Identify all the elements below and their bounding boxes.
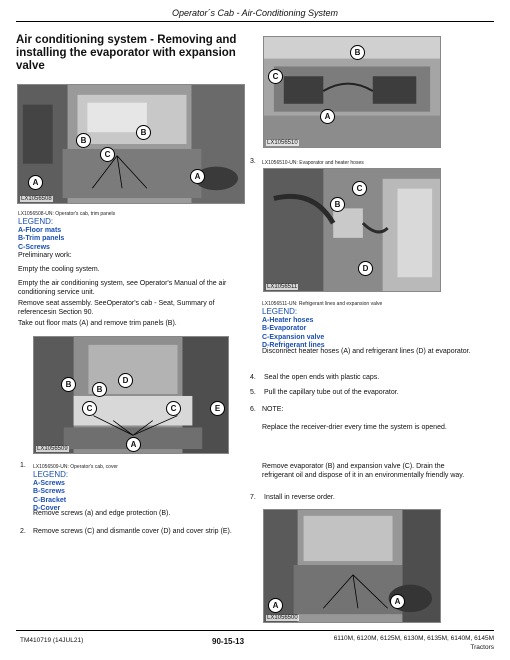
figure-caption: LX1056510-UN: Evaporator and heater hoses: [262, 160, 364, 166]
callout-b: B: [76, 133, 91, 148]
legend-item: D-Cover: [33, 505, 61, 512]
legend-item: D-Refrigerant lines: [262, 342, 325, 349]
callout-c: C: [268, 69, 283, 84]
paragraph: Remove evaporator (B) and expansion valve (C). Drain the refrigerant oil and dispose of it in an environmentally friendly way.: [262, 463, 465, 479]
step-text: Pull the capillary tube out of the evaporator.: [264, 389, 399, 396]
step-number: 2.: [20, 528, 26, 535]
legend-item: C-Screws: [18, 243, 50, 251]
step-number: 4.: [250, 374, 256, 381]
figure-cab-cover: [33, 336, 229, 454]
legend-item: C-Expansion valve: [262, 333, 325, 341]
step-number: 3.: [250, 158, 256, 165]
callout-b: B: [350, 45, 365, 60]
figure-id: LX1056500: [267, 615, 298, 621]
figure-evaporator-heater-hoses: [263, 36, 441, 148]
section-title: Air conditioning system - Removing and installing the evaporator with expansion valve: [16, 34, 237, 72]
legend-item: C-Bracket: [33, 496, 67, 504]
step-number: 5.: [250, 389, 256, 396]
callout-d: D: [358, 261, 373, 276]
figure-cab-trim-panels: [17, 84, 245, 204]
figure-id: LX1056511: [267, 284, 298, 290]
legend-title: LEGEND:: [33, 470, 69, 479]
callout-a: A: [126, 437, 141, 452]
callout-a: A: [268, 598, 283, 613]
footer-models: [314, 634, 494, 652]
legend-item: A-Heater hoses: [262, 316, 314, 324]
callout-a: A: [390, 594, 405, 609]
legend-item: B-Trim panels: [18, 235, 65, 242]
callout-e: E: [210, 401, 225, 416]
figure-caption: LX1056508-UN: Operator's cab, trim panels: [18, 211, 116, 217]
figure-cab-cover-image: [34, 337, 228, 453]
callout-b: B: [136, 125, 151, 140]
paragraph: Empty the air conditioning system, see Operator's Manual of the air conditioning service unit.: [18, 280, 227, 296]
legend-title: LEGEND:: [18, 217, 54, 226]
figure-id: LX1056509: [37, 446, 68, 452]
callout-a: A: [190, 169, 205, 184]
callout-c: C: [82, 401, 97, 416]
step-number: 6.: [250, 406, 256, 413]
footer-rule: [16, 630, 494, 631]
legend-item: B-Screws: [33, 488, 65, 495]
callout-c: C: [166, 401, 181, 416]
paragraph: Take out floor mats (A) and remove trim panels (B).: [18, 320, 177, 327]
note-text: Replace the receiver-drier every time the system is opened.: [262, 424, 447, 431]
step-text: Disconnect heater hoses (A) and refrigerant lines (D) at evaporator.: [262, 348, 471, 355]
figure-legend: [18, 218, 64, 252]
figure-caption: LX1056511-UN: Refrigerant lines and expansion valve: [262, 301, 383, 307]
header-rule: [16, 21, 494, 22]
legend-item: A-Screws: [33, 479, 65, 487]
callout-c: C: [352, 181, 367, 196]
paragraph: Empty the cooling system.: [18, 266, 100, 273]
figure-legend: [33, 471, 68, 514]
figure-cab-trim-panels-image: [18, 85, 244, 203]
step-number: 7.: [250, 494, 256, 501]
step-number: 1.: [20, 462, 26, 469]
step-text: Seal the open ends with plastic caps.: [264, 374, 380, 381]
figure-id: LX1056508: [21, 196, 52, 202]
figure-caption: LX1056509-UN: Operator's cab, cover: [33, 464, 118, 470]
legend-item: B-Evaporator: [262, 325, 307, 332]
note-label: NOTE:: [262, 406, 284, 413]
paragraph: Remove seat assembly. SeeOperator's cab - Seat, Summary of referencesin Section 90.: [18, 300, 215, 316]
callout-c: C: [100, 147, 115, 162]
figure-legend: [262, 308, 325, 351]
page-header-title: Operator´s Cab - Air-Conditioning System: [171, 8, 339, 18]
document-id: TM410719 (14JUL21): [20, 637, 84, 644]
callout-d: D: [118, 373, 133, 388]
page-header: [16, 0, 494, 22]
step-text: Remove screws (C) and dismantle cover (D) and cover strip (E).: [33, 528, 232, 535]
product-name: Tractors: [470, 644, 494, 651]
figure-id: LX1056510: [267, 140, 298, 146]
callout-a: A: [320, 109, 335, 124]
step-text: Remove screws (a) and edge protection (B).: [33, 510, 171, 517]
legend-item: A-Floor mats: [18, 226, 62, 234]
page-number: 90-15-13: [212, 637, 245, 646]
callout-b: B: [61, 377, 76, 392]
figure-cab-installation: [263, 509, 441, 623]
models-list: 6110M, 6120M, 6125M, 6130M, 6135M, 6140M, 6145M: [333, 635, 494, 642]
callout-b: B: [330, 197, 345, 212]
preliminary-work-label: Preliminary work:: [18, 252, 72, 259]
page-footer: [16, 630, 494, 660]
legend-title: LEGEND:: [262, 307, 298, 316]
callout-b: B: [92, 382, 107, 397]
figure-cab-installation-image: [264, 510, 440, 622]
step-text: Install in reverse order.: [264, 494, 335, 501]
callout-a: A: [28, 175, 43, 190]
figure-refrigerant-lines-expansion-valve: [263, 168, 441, 292]
